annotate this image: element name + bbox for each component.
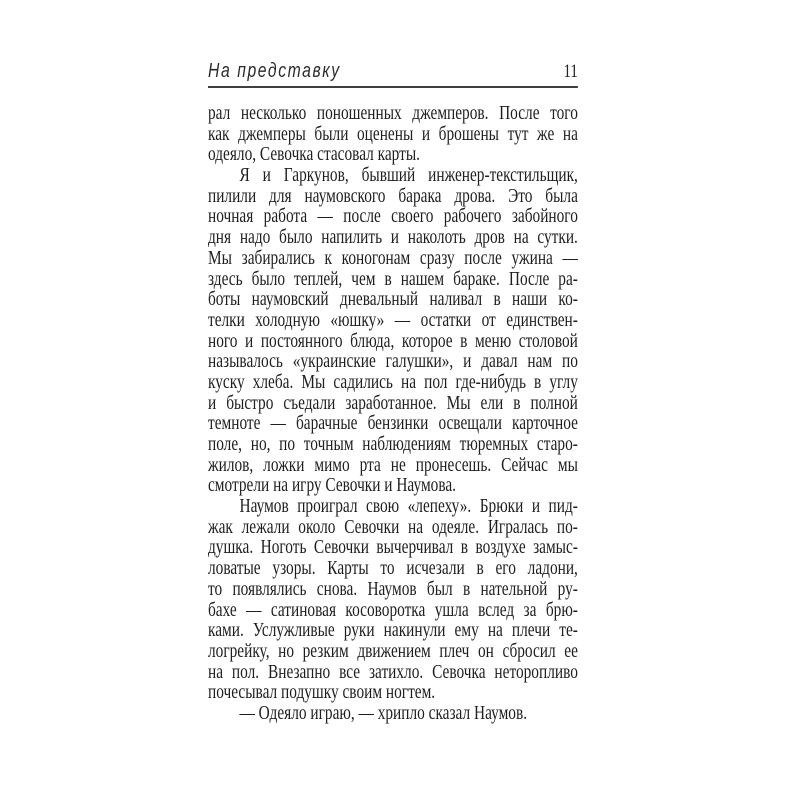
text-line: Мы забирались к коногонам сразу после ужина — xyxy=(208,247,578,269)
text-line: жак лежали около Севочки на одеяле. Игралась по- xyxy=(208,516,578,538)
text-line: ловатые узоры. Карты то исчезали в его ладони, xyxy=(208,558,578,580)
text-line: как джемперы были оценены и брошены тут же на xyxy=(208,123,578,145)
page-number: 11 xyxy=(563,61,578,82)
text-line: куску хлеба. Мы садились на пол где-нибудь в углу xyxy=(208,371,578,393)
text-line: на пол. Внезапно все затихло. Севочка неторопливо xyxy=(208,661,578,683)
text-line: боты наумовский дневальный наливал в наши ко- xyxy=(208,289,578,311)
text-line: жилов, ложки мимо рта не пронесешь. Сейчас мы xyxy=(208,454,578,476)
text-line: темноте — барачные бензинки освещали карточное xyxy=(208,413,578,435)
text-line: рал несколько поношенных джемперов. После того xyxy=(208,103,578,124)
text-line: бахе — сатиновая косоворотка ушла вслед за брю- xyxy=(208,599,578,621)
text-line: смотрели на игру Севочки и Наумова. xyxy=(208,475,457,497)
text-line: Наумов проиграл свою «лепеху». Брюки и пид- xyxy=(239,496,578,518)
text-line: пилили для наумовского барака дрова. Это была xyxy=(208,185,578,207)
text-line: ками. Услужливые руки накинули ему на плечи те- xyxy=(208,620,578,642)
body-text xyxy=(208,104,578,725)
text-line: — Одеяло играю, — хрипло сказал Наумов. xyxy=(239,702,528,724)
text-line: ночная работа — после своего рабочего забойного xyxy=(208,206,578,228)
text-line: ного и постоянного блюда, которое в меню столовой xyxy=(208,330,578,352)
text-line: логрейку, но резким движением плеч он сбросил ее xyxy=(208,640,578,662)
text-line: здесь было теплей, чем в нашем бараке. После ра- xyxy=(208,268,578,290)
page-content xyxy=(208,0,578,800)
text-line: почесывал подушку своим ногтем. xyxy=(208,682,436,704)
text-line: телки холодную «юшку» — остатки от единствен- xyxy=(208,309,578,331)
text-line: то появлялись снова. Наумов был в нательной ру- xyxy=(208,578,578,600)
text-line: называлось «украинские галушки», и давал нам по xyxy=(208,351,578,373)
header-rule xyxy=(208,86,578,88)
text-line: Я и Гаркунов, бывший инженер-текстильщик, xyxy=(239,165,578,187)
running-title: На представку xyxy=(208,60,341,82)
text-line: дня надо было напилить и наколоть дров на сутки. xyxy=(208,227,578,249)
text-line: и быстро съедали заработанное. Мы ели в полной xyxy=(208,392,578,414)
page-header xyxy=(208,60,578,83)
text-line: душка. Ноготь Севочки вычерчивал в воздухе замыс- xyxy=(208,537,578,559)
text-line: поле, но, по точным наблюдениям тюремных старо- xyxy=(208,434,578,455)
text-line: одеяло, Севочка стасовал карты. xyxy=(208,144,421,166)
